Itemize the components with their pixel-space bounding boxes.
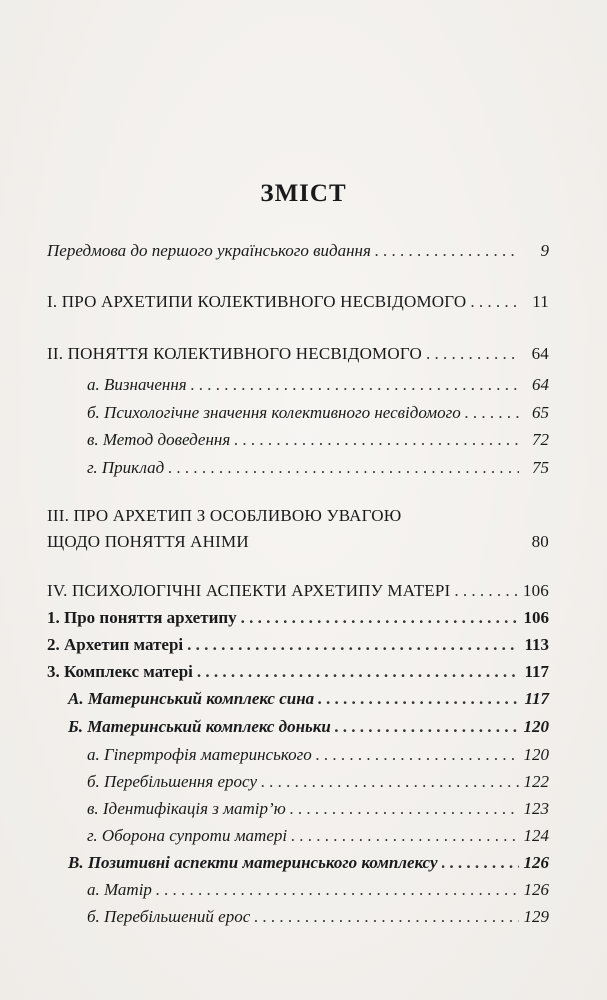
toc-entry-4-2 xyxy=(47,634,549,656)
toc-entry-page: 126 xyxy=(523,880,549,899)
toc-entry-page: 65 xyxy=(532,403,549,422)
toc-entry-4-1 xyxy=(47,607,549,629)
toc-entry-chapter-1 xyxy=(47,291,549,313)
dot-leader xyxy=(291,825,519,847)
toc-entry-label: 3. Комплекс матері xyxy=(47,662,193,681)
toc-entry-2b xyxy=(87,402,549,424)
dot-leader xyxy=(156,879,519,901)
toc-entry-chapter-2 xyxy=(47,343,549,365)
toc-entry-4-3-c xyxy=(68,852,549,874)
toc-entry-label-line2: ЩОДО ПОНЯТТЯ АНІМИ xyxy=(47,532,249,551)
dot-leader xyxy=(197,661,519,683)
toc-entry-page: 113 xyxy=(524,635,549,654)
toc-entry-4-3 xyxy=(47,661,549,683)
toc-entry-page: 129 xyxy=(523,907,549,926)
dot-leader xyxy=(254,906,519,928)
dot-leader xyxy=(318,688,519,710)
dot-leader xyxy=(426,343,519,365)
toc-entry-label: б. Психологічне значення колективного несвідомого xyxy=(87,403,461,422)
dot-leader xyxy=(290,798,519,820)
toc-entry-label: 2. Архетип матері xyxy=(47,635,184,654)
toc-entry-label: Б. Материнський комплекс доньки xyxy=(68,717,331,736)
toc-entry-2a xyxy=(87,374,549,396)
toc-entry-4-3-b-a xyxy=(87,744,549,766)
dot-leader xyxy=(375,240,519,262)
toc-entry-page: 120 xyxy=(523,745,549,764)
toc-entry-chapter-3 xyxy=(47,503,549,555)
toc-entry-label: II. ПОНЯТТЯ КОЛЕКТИВНОГО НЕСВІДОМОГО xyxy=(47,344,422,363)
toc-entry-label: в. Ідентифікація з матір’ю xyxy=(87,799,286,818)
toc-entry-page: 11 xyxy=(532,292,549,311)
dot-leader xyxy=(442,852,519,874)
dot-leader xyxy=(465,402,519,424)
toc-entry-page: 72 xyxy=(532,430,549,449)
toc-entry-label: г. Оборона супроти матері xyxy=(87,826,288,845)
toc-entry-label: б. Перебільшений ерос xyxy=(87,907,251,926)
toc-entry-4-3-b-b xyxy=(87,771,549,793)
toc-entry-page: 64 xyxy=(532,375,549,394)
toc-entry-page: 122 xyxy=(523,772,549,791)
toc-entry-preface xyxy=(47,240,549,262)
dot-leader xyxy=(316,744,519,766)
toc-entry-page: 80 xyxy=(531,532,549,551)
toc-entry-label: а. Гіпертрофія материнського xyxy=(87,745,312,764)
dot-leader xyxy=(261,771,519,793)
toc-entry-4-3-c-a xyxy=(87,879,549,901)
toc-entry-label-line1: III. ПРО АРХЕТИП З ОСОБЛИВОЮ УВАГОЮ xyxy=(47,506,402,525)
toc-entry-4-3-b-d xyxy=(87,825,549,847)
toc-entry-label: б. Перебільшення еросу xyxy=(87,772,258,791)
toc-entry-label: А. Материнський комплекс сина xyxy=(68,689,315,708)
toc-entry-page: 106 xyxy=(522,581,549,600)
dot-leader xyxy=(454,580,518,602)
toc-entry-2d xyxy=(87,457,549,479)
toc-entry-page: 106 xyxy=(523,608,549,627)
toc-entry-4-3-a xyxy=(68,688,549,710)
toc-entry-label: IV. ПСИХОЛОГІЧНІ АСПЕКТИ АРХЕТИПУ МАТЕРІ xyxy=(47,581,451,600)
toc-entry-page: 64 xyxy=(531,344,549,363)
toc-entry-page: 117 xyxy=(524,689,549,708)
toc-entry-4-3-b-c xyxy=(87,798,549,820)
toc-entry-page: 9 xyxy=(540,241,549,260)
toc-entry-label: В. Позитивні аспекти материнського комплексу xyxy=(68,853,438,872)
dot-leader xyxy=(241,607,519,629)
toc-entry-label: I. ПРО АРХЕТИПИ КОЛЕКТИВНОГО НЕСВІДОМОГО xyxy=(47,292,467,311)
toc-entry-label: Передмова до першого українського видання xyxy=(47,241,371,260)
toc-entry-label: а. Визначення xyxy=(87,375,187,394)
toc-entry-page: 75 xyxy=(532,458,549,477)
toc-entry-chapter-4 xyxy=(47,580,549,602)
dot-leader xyxy=(470,291,519,313)
page-title: ЗМІСТ xyxy=(260,180,347,207)
toc-entry-page: 124 xyxy=(523,826,549,845)
dot-leader xyxy=(187,634,519,656)
dot-leader xyxy=(191,374,519,396)
toc-entry-page: 123 xyxy=(523,799,549,818)
dot-leader xyxy=(168,457,519,479)
toc-entry-label: 1. Про поняття архетипу xyxy=(47,608,237,627)
toc-entry-4-3-c-b xyxy=(87,906,549,928)
toc-entry-2c xyxy=(87,429,549,451)
toc-entry-label: в. Метод доведення xyxy=(87,430,231,449)
dot-leader xyxy=(234,429,519,451)
toc-entry-page: 120 xyxy=(523,717,549,736)
toc-entry-page: 126 xyxy=(523,853,549,872)
toc-entry-4-3-b xyxy=(68,716,549,738)
dot-leader xyxy=(335,716,519,738)
toc-entry-label: а. Матір xyxy=(87,880,152,899)
toc-entry-page: 117 xyxy=(524,662,549,681)
toc-entry-label: г. Приклад xyxy=(87,458,165,477)
